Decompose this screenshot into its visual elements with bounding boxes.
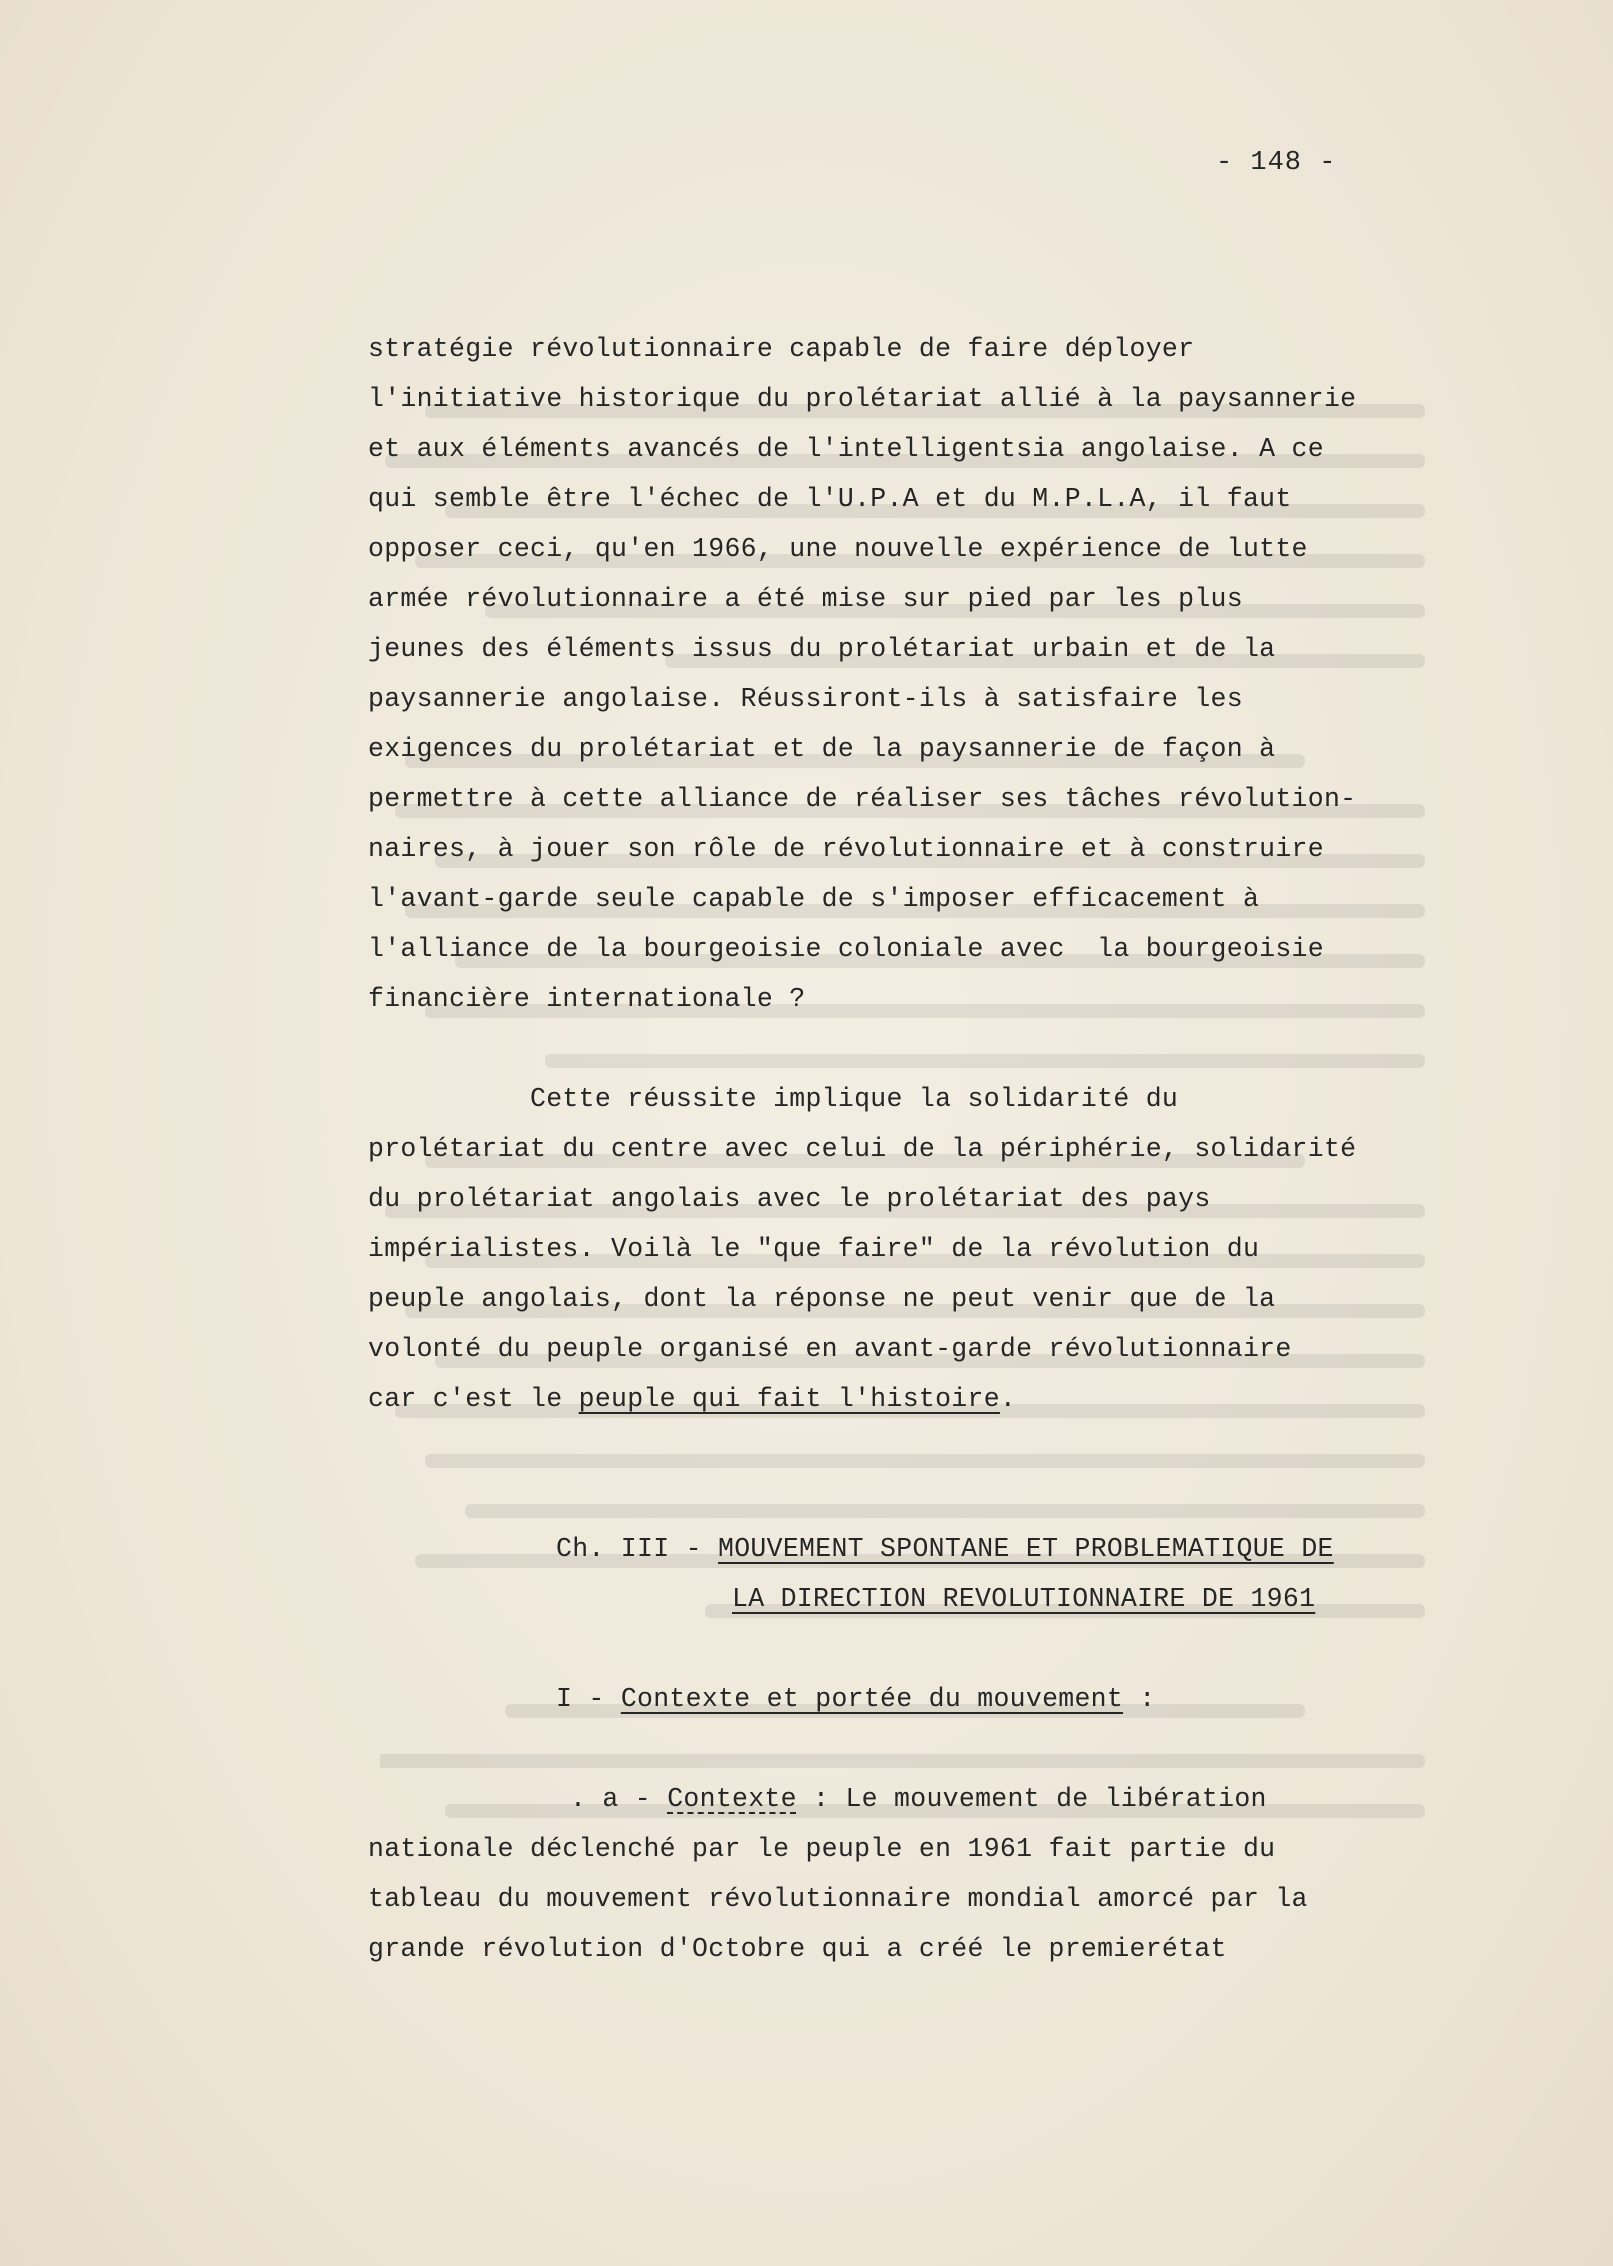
chapter-title-line1: MOUVEMENT SPONTANE ET PROBLEMATIQUE DE [718, 1534, 1334, 1564]
text-line: jeunes des éléments issus du prolétariat urbain et de la [368, 634, 1276, 664]
text-line: du prolétariat angolais avec le prolétariat des pays [368, 1184, 1211, 1214]
text-line: grande révolution d'Octobre qui a créé le premierétat [368, 1934, 1227, 1964]
text-line: qui semble être l'échec de l'U.P.A et du M.P.L.A, il faut [368, 484, 1292, 514]
subsection-heading [570, 1784, 1267, 1814]
section-prefix: I - [556, 1684, 621, 1714]
chapter-heading-line2 [732, 1584, 1315, 1614]
text-line: Cette réussite implique la solidarité du [368, 1084, 1179, 1114]
section-suffix: : [1123, 1684, 1156, 1714]
subsection-title: Contexte [667, 1784, 797, 1814]
text-line: tableau du mouvement révolutionnaire mondial amorcé par la [368, 1884, 1308, 1914]
text-line: naires, à jouer son rôle de révolutionnaire et à construire [368, 834, 1324, 864]
chapter-heading-line1 [556, 1534, 1334, 1564]
subsection-suffix: : Le mouvement de libération [796, 1784, 1267, 1814]
text-line: paysannerie angolaise. Réussiront-ils à satisfaire les [368, 684, 1243, 714]
text-line: opposer ceci, qu'en 1966, une nouvelle expérience de lutte [368, 534, 1308, 564]
text-line: financière internationale ? [368, 984, 806, 1014]
text-line: prolétariat du centre avec celui de la périphérie, solidarité [368, 1134, 1357, 1164]
text-line: exigences du prolétariat et de la paysannerie de façon à [368, 734, 1276, 764]
text-line: l'avant-garde seule capable de s'imposer efficacement à [368, 884, 1260, 914]
chapter-prefix: Ch. III - [556, 1534, 719, 1564]
text-line: nationale déclenché par le peuple en 1961 fait partie du [368, 1834, 1276, 1864]
section-heading [556, 1684, 1156, 1714]
page-number: - 148 - [1216, 148, 1337, 178]
subsection-prefix: . a - [570, 1784, 668, 1814]
text-line: stratégie révolutionnaire capable de faire déployer [368, 334, 1195, 364]
text-line: permettre à cette alliance de réaliser ses tâches révolution- [368, 784, 1357, 814]
bleed-through-texture [380, 390, 1425, 1960]
text-line [368, 1384, 1016, 1414]
text-line: impérialistes. Voilà le "que faire" de la révolution du [368, 1234, 1260, 1264]
underlined-phrase: peuple qui fait l'histoire [578, 1384, 1000, 1414]
text-line: peuple angolais, dont la réponse ne peut venir que de la [368, 1284, 1276, 1314]
section-title: Contexte et portée du mouvement [620, 1684, 1124, 1714]
text-line: volonté du peuple organisé en avant-garde révolutionnaire [368, 1334, 1292, 1364]
chapter-title-line2: LA DIRECTION REVOLUTIONNAIRE DE 1961 [732, 1584, 1316, 1614]
text-line: et aux éléments avancés de l'intelligentsia angolaise. A ce [368, 434, 1324, 464]
text-line: l'initiative historique du prolétariat allié à la paysannerie [368, 384, 1357, 414]
text-line: armée révolutionnaire a été mise sur pied par les plus [368, 584, 1243, 614]
text-line: l'alliance de la bourgeoisie coloniale avec la bourgeoisie [368, 934, 1324, 964]
text-segment: . [999, 1384, 1017, 1414]
text-segment: car c'est le [368, 1384, 579, 1414]
